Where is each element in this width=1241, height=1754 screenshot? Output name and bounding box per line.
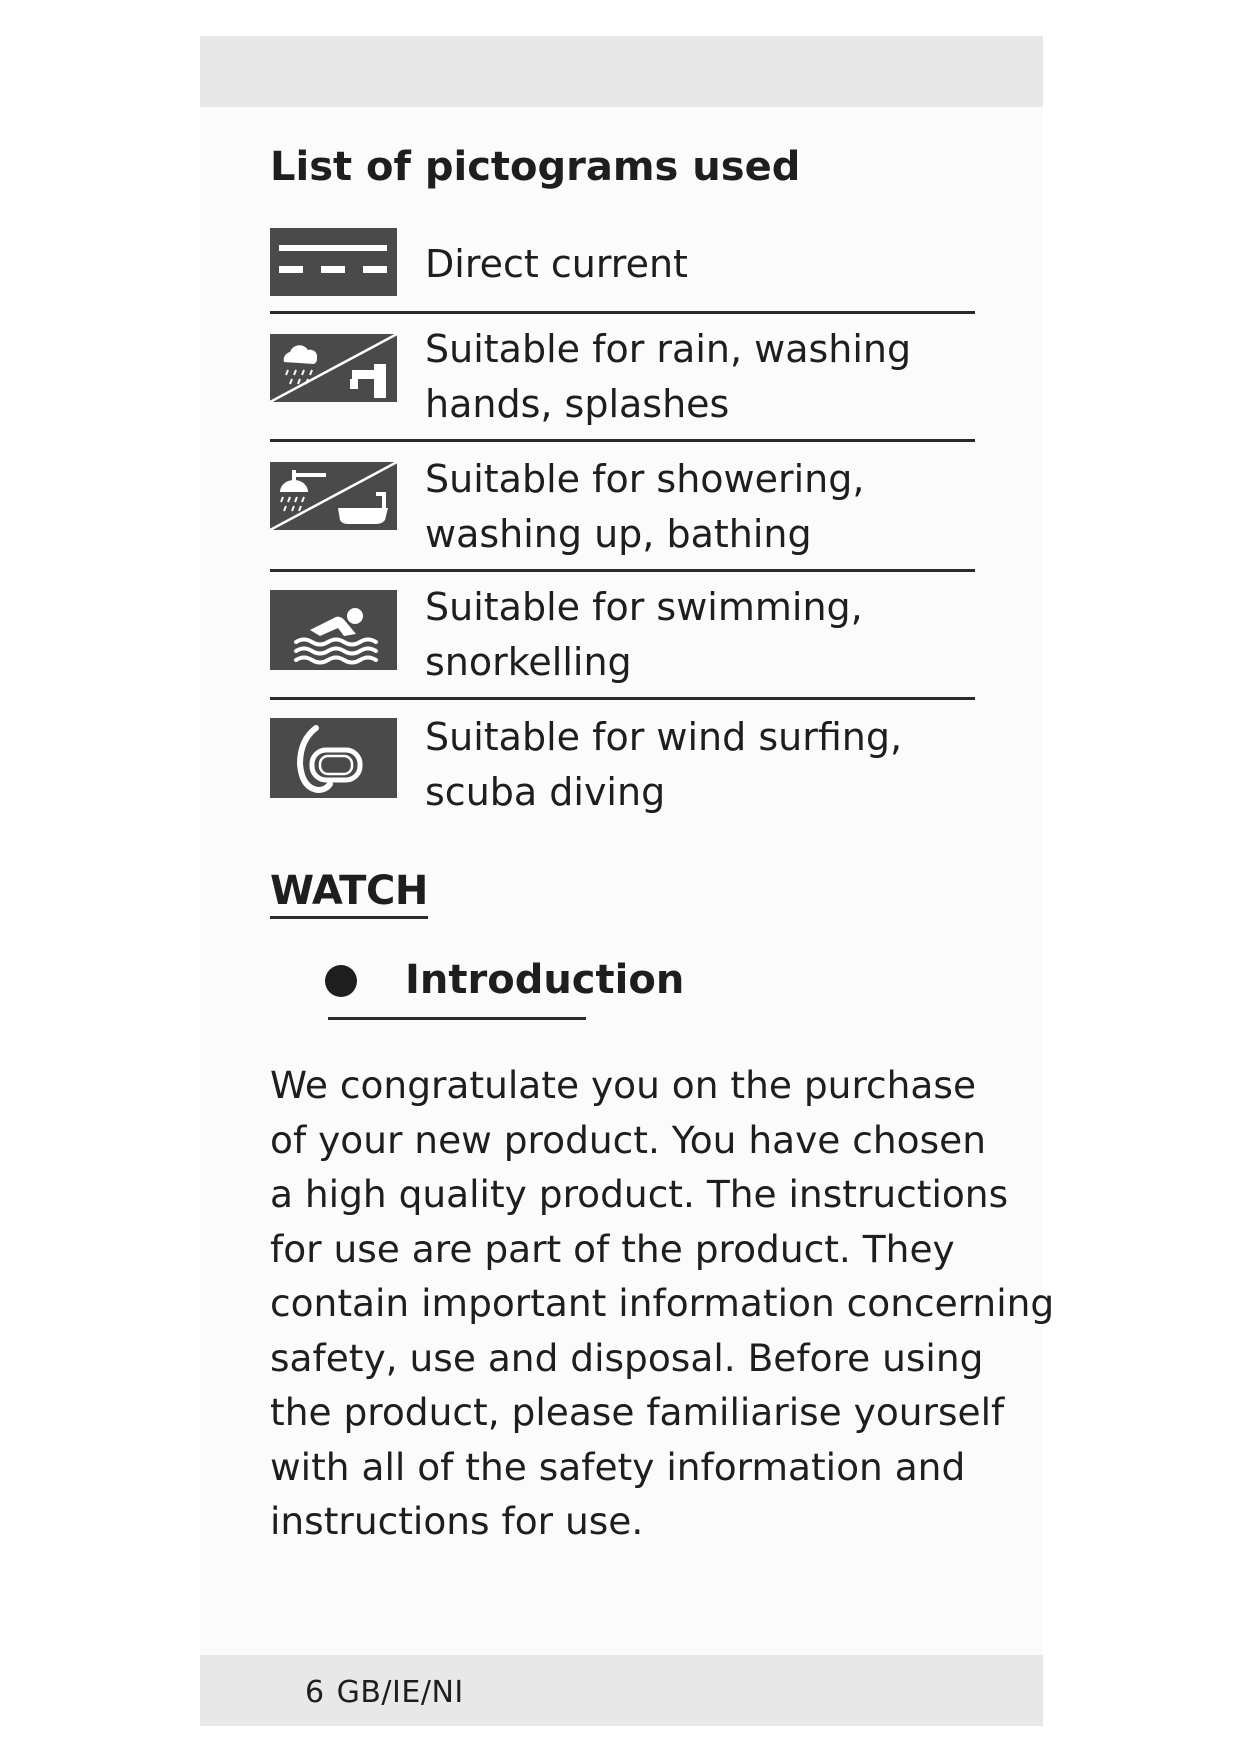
paragraph-line: contain important information concerning (270, 1281, 1055, 1325)
introduction-paragraph (270, 1058, 1055, 1549)
pictogram-row (270, 314, 975, 442)
pictogram-list-title: List of pictograms used (270, 144, 801, 190)
pictogram-label: Suitable for showering, washing up, bathing (425, 457, 865, 556)
pictogram-label: Suitable for rain, washing hands, splashes (425, 327, 912, 426)
shower-bath-icon (270, 462, 397, 530)
pictogram-row (270, 700, 975, 830)
swimmer-icon (270, 590, 397, 670)
paragraph-line: with all of the safety information and (270, 1444, 966, 1489)
section-title-watch: WATCH (270, 868, 428, 919)
introduction-heading (325, 957, 685, 1029)
paragraph-line: the product, please familiarise yourself (270, 1390, 1005, 1434)
pictogram-label: Suitable for swimming, snorkelling (425, 585, 863, 684)
page-number: 6 (305, 1675, 325, 1710)
paragraph-line: safety, use and disposal. Before using (270, 1335, 984, 1380)
direct-current-icon (270, 228, 397, 296)
footer-band (200, 1655, 1043, 1726)
rain-splash-icon (270, 334, 397, 402)
bullet-icon (325, 965, 357, 997)
introduction-heading-text: Introduction (405, 957, 685, 1003)
paragraph-line: for use are part of the product. They (270, 1226, 955, 1271)
heading-underline (328, 1017, 586, 1020)
pictogram-row (270, 224, 975, 314)
manual-page (200, 36, 1055, 1726)
pictogram-row (270, 572, 975, 700)
locale-code: GB/IE/NI (336, 1675, 464, 1710)
pictogram-label: Suitable for wind surfing, scuba diving (425, 715, 903, 814)
paragraph-line: We congratulate you on the purchase (270, 1063, 977, 1107)
pictogram-row (270, 442, 975, 572)
pictogram-label: Direct current (425, 242, 688, 286)
pictogram-table (270, 224, 975, 830)
paragraph-line: a high quality product. The instructions (270, 1172, 1009, 1216)
header-band (200, 36, 1043, 107)
paragraph-line: instructions for use. (270, 1499, 644, 1543)
snorkel-mask-icon (270, 718, 397, 798)
paragraph-line: of your new product. You have chosen (270, 1117, 986, 1162)
page-footer (305, 1675, 464, 1710)
